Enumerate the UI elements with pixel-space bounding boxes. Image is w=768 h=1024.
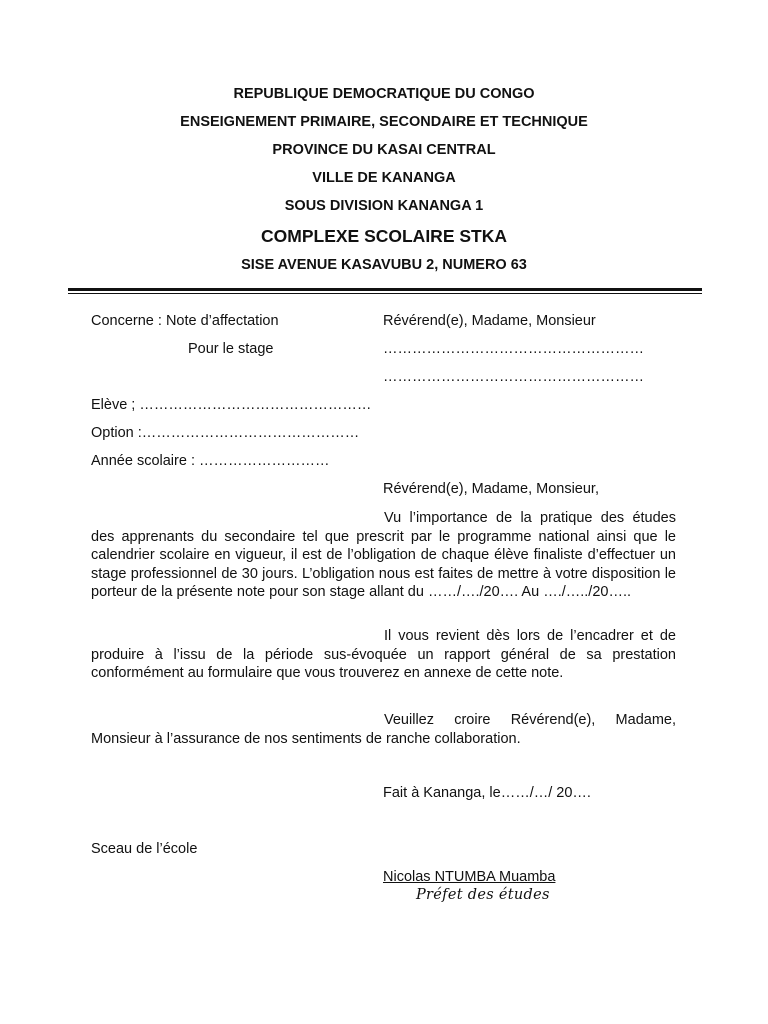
- body-paragraph-3: [91, 711, 676, 748]
- field-option: Option :………………………………………: [91, 425, 360, 441]
- header-city: VILLE DE KANANGA: [312, 170, 456, 186]
- header-divider-thin: [68, 293, 702, 294]
- school-seal-label: Sceau de l’école: [91, 841, 198, 857]
- field-eleve: Elève ; …………………………………………: [91, 397, 372, 413]
- concern-label: Concerne : Note d’affectation: [91, 313, 279, 329]
- header-province: PROVINCE DU KASAI CENTRAL: [272, 142, 496, 158]
- header-divider-thick: [68, 288, 702, 291]
- recipient-dots-2: ………………………………………………: [383, 369, 644, 385]
- place-and-date: Fait à Kananga, le……/…/ 20….: [383, 785, 591, 801]
- header-ministry: ENSEIGNEMENT PRIMAIRE, SECONDAIRE ET TECHNIQUE: [180, 114, 588, 130]
- header-school-name: COMPLEXE SCOLAIRE STKA: [261, 226, 507, 246]
- signatory-title: Préfet des études: [416, 887, 550, 903]
- paragraph-text: Veuillez croire Révérend(e), Madame, Monsieur à l’assurance de nos sentiments de ranche collaboration.: [91, 712, 676, 747]
- paragraph-text: Il vous revient dès lors de l’encadrer et de produire à l’issu de la période sus-évoquée un rapport général de sa prestation conformément au formulaire que vous trouverez en annexe de cette note.: [91, 628, 676, 681]
- field-annee-scolaire: Année scolaire : ………………………: [91, 453, 330, 469]
- recipient-dots-1: ………………………………………………: [383, 341, 644, 357]
- recipient-salutation: Révérend(e), Madame, Monsieur: [383, 313, 596, 329]
- header-address: SISE AVENUE KASAVUBU 2, NUMERO 63: [241, 257, 527, 273]
- body-paragraph-2: [91, 627, 676, 683]
- signatory-name: Nicolas NTUMBA Muamba: [383, 869, 556, 885]
- body-salutation: Révérend(e), Madame, Monsieur,: [383, 481, 599, 497]
- header-subdivision: SOUS DIVISION KANANGA 1: [284, 198, 484, 214]
- header-country: REPUBLIQUE DEMOCRATIQUE DU CONGO: [233, 86, 535, 102]
- body-paragraph-1: [91, 509, 676, 602]
- paragraph-text: Vu l’importance de la pratique des études des apprenants du secondaire tel que prescrit par le programme national ainsi que le calendrier scolaire en vigueur, il est de l’obligation de chaque élève finaliste d’effectuer un stage professionnel de 30 jours. L’obligation nous est faites de mettre à votre disposition le porteur de la présente note pour son stage allant du ……/…./20…. Au …./…../20…..: [91, 510, 676, 600]
- concern-sub: Pour le stage: [188, 341, 274, 357]
